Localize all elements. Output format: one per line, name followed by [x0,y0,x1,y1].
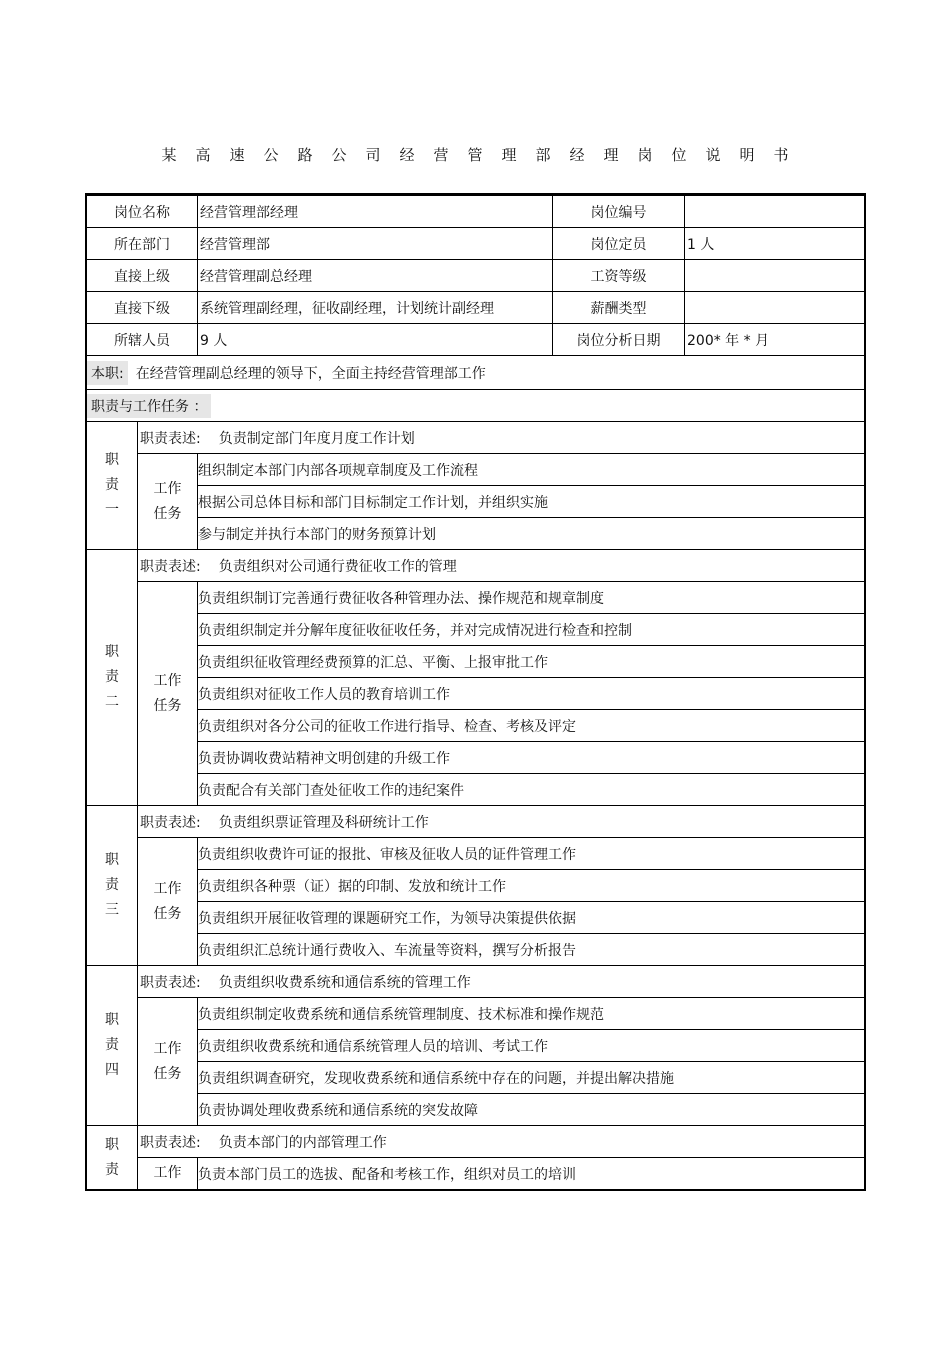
info-row [87,292,865,324]
task-row [87,998,865,1030]
duty-desc-row [87,1126,865,1158]
task-row [87,614,865,646]
info-value [685,195,865,228]
task-row [87,582,865,614]
task-row [87,518,865,550]
task-label-text: 工作任务 [153,880,182,922]
duty-name-text: 职责一 [105,452,119,518]
duty-name [87,806,138,966]
info-label: 所在部门 [87,228,198,260]
info-value: 200* 年 * 月 [685,324,865,356]
task-row [87,742,865,774]
info-label: 工资等级 [553,260,685,292]
task-row [87,454,865,486]
role-cell [87,356,865,390]
task-item: 组织制定本部门内部各项规章制度及工作流程 [198,454,865,486]
info-label: 岗位分析日期 [553,324,685,356]
task-label [138,582,198,806]
job-description-table [86,194,865,1190]
task-row [87,774,865,806]
task-item: 负责组织制定收费系统和通信系统管理制度、技术标准和操作规范 [198,998,865,1030]
info-value: 经营管理部 [198,228,553,260]
duty-name-text: 职责三 [105,852,119,918]
task-row [87,1030,865,1062]
duty-desc-cell [138,966,865,998]
desc-label: 职责表述: [140,1134,201,1151]
task-row [87,902,865,934]
task-row [87,678,865,710]
task-item: 负责组织开展征收管理的课题研究工作，为领导决策提供依据 [198,902,865,934]
duty-name-text: 职责二 [105,644,119,710]
desc-text: 负责组织收费系统和通信系统的管理工作 [218,974,471,991]
role-label: 本职: [87,361,128,385]
desc-text: 负责制定部门年度月度工作计划 [218,430,415,447]
info-row [87,324,865,356]
page-title: 某高速公路公司经营管理部经理岗位说明书 [161,146,808,164]
info-label: 所辖人员 [87,324,198,356]
task-row [87,838,865,870]
task-item: 负责组织制定并分解年度征收征收任务，并对完成情况进行检查和控制 [198,614,865,646]
task-label [138,998,198,1126]
task-item: 负责组织各种票（证）据的印制、发放和统计工作 [198,870,865,902]
duties-label: 职责与工作任务 ： [87,394,211,418]
info-value: 系统管理副经理，征收副经理，计划统计副经理 [198,292,553,324]
info-value [685,292,865,324]
task-item: 负责组织征收管理经费预算的汇总、平衡、上报审批工作 [198,646,865,678]
duty-desc-row [87,806,865,838]
task-item: 参与制定并执行本部门的财务预算计划 [198,518,865,550]
duty-name [87,422,138,550]
desc-label: 职责表述: [140,974,201,991]
task-row [87,1094,865,1126]
desc-label: 职责表述: [140,814,201,831]
duty-name-text: 职责四 [105,1012,119,1078]
info-value: 1 人 [685,228,865,260]
info-value: 经营管理副总经理 [198,260,553,292]
task-item: 负责组织对各分公司的征收工作进行指导、检查、考核及评定 [198,710,865,742]
task-item: 负责本部门员工的选拔、配备和考核工作，组织对员工的培训 [198,1158,865,1190]
info-value: 经营管理部经理 [198,195,553,228]
duty-desc-cell [138,806,865,838]
task-label [138,1158,198,1190]
duty-desc-row [87,966,865,998]
info-label: 岗位名称 [87,195,198,228]
task-item: 负责组织调查研究，发现收费系统和通信系统中存在的问题，并提出解决措施 [198,1062,865,1094]
info-row [87,195,865,228]
task-row [87,646,865,678]
info-value [685,260,865,292]
duty-name [87,1126,138,1190]
duty-name [87,966,138,1126]
role-row [87,356,865,390]
desc-label: 职责表述: [140,430,201,447]
role-text: 在经营管理副总经理的领导下，全面主持经营管理部工作 [135,365,486,382]
duty-desc-row [87,550,865,582]
task-item: 负责协调处理收费系统和通信系统的突发故障 [198,1094,865,1126]
duties-header-row [87,390,865,422]
duty-name-text: 职责 [105,1136,119,1178]
task-item: 负责组织对征收工作人员的教育培训工作 [198,678,865,710]
task-label [138,454,198,550]
task-row [87,1062,865,1094]
task-item: 负责组织收费系统和通信系统管理人员的培训、考试工作 [198,1030,865,1062]
info-label: 薪酬类型 [553,292,685,324]
desc-text: 负责组织对公司通行费征收工作的管理 [218,558,457,575]
desc-label: 职责表述: [140,558,201,575]
task-label-text: 工作任务 [153,1040,182,1082]
task-item: 负责组织制订完善通行费征收各种管理办法、操作规范和规章制度 [198,582,865,614]
info-row [87,260,865,292]
task-item: 负责组织汇总统计通行费收入、车流量等资料，撰写分析报告 [198,934,865,966]
task-label-text: 工作任务 [153,480,182,522]
task-row [87,710,865,742]
task-row [87,934,865,966]
duty-desc-cell [138,550,865,582]
info-value: 9 人 [198,324,553,356]
desc-text: 负责本部门的内部管理工作 [218,1134,387,1151]
duty-desc-cell [138,422,865,454]
info-label: 岗位定员 [553,228,685,260]
task-row [87,486,865,518]
task-item: 负责协调收费站精神文明创建的升级工作 [198,742,865,774]
duty-name [87,550,138,806]
info-row [87,228,865,260]
duty-desc-row [87,422,865,454]
desc-text: 负责组织票证管理及科研统计工作 [218,814,429,831]
task-row [87,870,865,902]
info-label: 直接下级 [87,292,198,324]
task-label [138,838,198,966]
task-item: 负责组织收费许可证的报批、审核及征收人员的证件管理工作 [198,838,865,870]
duties-header [87,390,865,422]
task-row [87,1158,865,1190]
task-item: 负责配合有关部门查处征收工作的违纪案件 [198,774,865,806]
info-label: 岗位编号 [553,195,685,228]
task-label-text: 工作任务 [153,672,182,714]
task-item: 根据公司总体目标和部门目标制定工作计划，并组织实施 [198,486,865,518]
task-label-text: 工作 [153,1165,182,1181]
info-label: 直接上级 [87,260,198,292]
duty-desc-cell [138,1126,865,1158]
